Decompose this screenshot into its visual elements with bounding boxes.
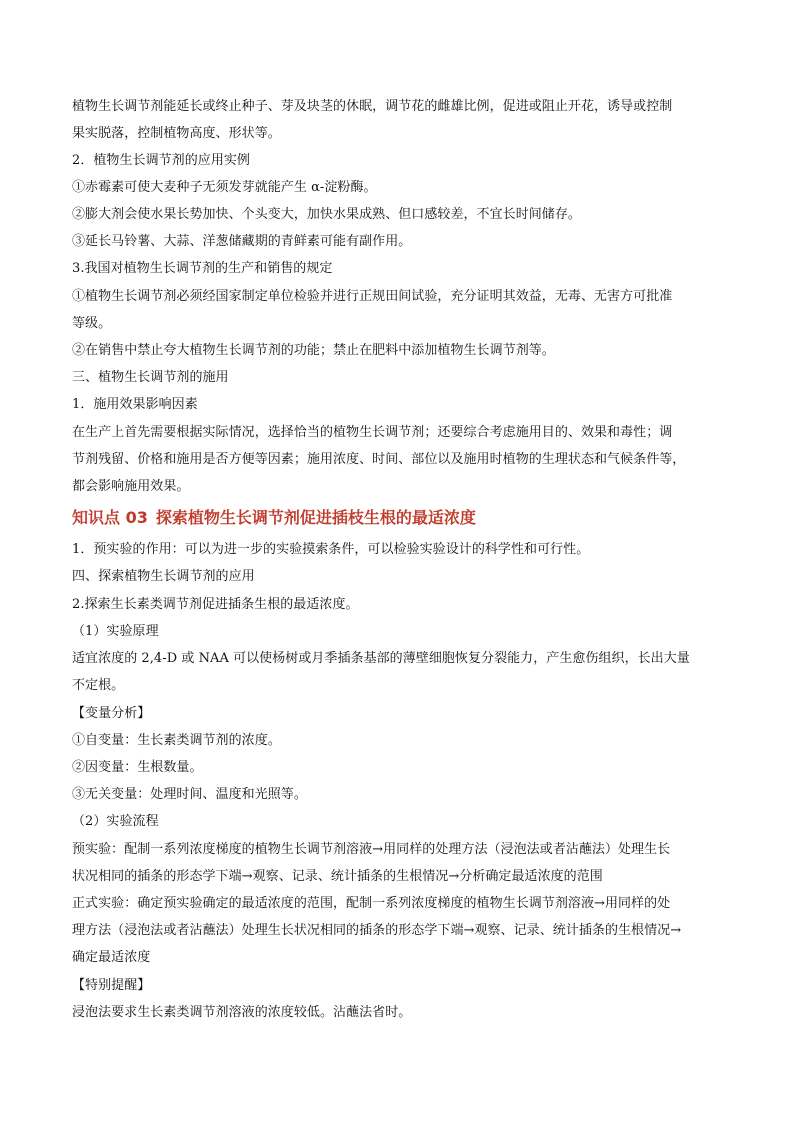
text-line: ②因变量：生根数量。 [72,760,203,775]
text-line: 【特别提醒】 [72,978,151,993]
text-line: 预实验：配制一系列浓度梯度的植物生长调节剂溶液→用同样的处理方法（浸泡法或者沾蘸法）处理生长 [72,842,671,857]
text-line: 1．施用效果影响因素 [72,397,198,412]
text-line: 正式实验：确定预实验确定的最适浓度的范围，配制一系列浓度梯度的植物生长调节剂溶液→用同样的处 [72,896,671,911]
heading-number: 知识点 03 [72,508,148,527]
section-title: 三、植物生长调节剂的施用 [72,370,229,385]
section-title: 四、探索植物生长调节剂的应用 [72,569,255,584]
text-line: ③延长马铃薯、大蒜、洋葱储藏期的青鲜素可能有副作用。 [72,234,412,249]
text-line: 果实脱落，控制植物高度、形状等。 [72,126,281,141]
text-line: 状况相同的插条的形态学下端→观察、记录、统计插条的生根情况→分析确定最适浓度的范围 [72,869,603,884]
text-line: 2．植物生长调节剂的应用实例 [72,153,250,168]
text-line: 理方法（浸泡法或者沾蘸法）处理生长状况相同的插条的形态学下端→观察、记录、统计插条的生根情况→ [72,923,682,938]
text-line: ②在销售中禁止夸大植物生长调节剂的功能；禁止在肥料中添加植物生长调节剂等。 [72,343,555,358]
text-line: 适宜浓度的 2,4-D 或 NAA 可以使杨树或月季插条基部的薄壁细胞恢复分裂能力，产生愈伤组织，长出大量 [72,651,690,666]
text-line: 3.我国对植物生长调节剂的生产和销售的规定 [72,261,333,276]
text-line: 都会影响施用效果。 [72,479,190,494]
text-line: ③无关变量：处理时间、温度和光照等。 [72,787,307,802]
text-line: 1．预实验的作用：可以为进一步的实验摸索条件，可以检验实验设计的科学性和可行性。 [72,542,590,557]
text-line: 在生产上首先需要根据实际情况，选择恰当的植物生长调节剂；还要综合考虑施用目的、效果和毒性；调 [72,425,673,440]
text-line: （1）实验原理 [72,624,159,639]
knowledge-point-heading [72,505,484,531]
text-line: 植物生长调节剂能延长或终止种子、芽及块茎的休眠，调节花的雌雄比例，促进或阻止开花，诱导或控制 [72,99,673,114]
text-line: 不定根。 [72,678,125,693]
text-line: 确定最适浓度 [72,950,151,965]
text-line: 节剂残留、价格和施用是否方便等因素；施用浓度、时间、部位以及施用时植物的生理状态和气候条件等， [72,452,686,467]
text-line: （2）实验流程 [72,814,159,829]
text-line: 浸泡法要求生长素类调节剂溶液的浓度较低。沾蘸法省时。 [72,1005,412,1020]
text-line: ②膨大剂会使水果长势加快、个头变大，加快水果成熟、但口感较差，不宜长时间储存。 [72,207,581,222]
heading-title: 探索植物生长调节剂促进插枝生根的最适浓度 [155,508,476,527]
text-line: ①赤霉素可使大麦种子无须发芽就能产生 α-淀粉酶。 [72,180,377,195]
text-line: ①自变量：生长素类调节剂的浓度。 [72,733,281,748]
text-line: 等级。 [72,316,112,331]
text-line: 【变量分析】 [72,706,151,721]
text-line: 2.探索生长素类调节剂促进插条生根的最适浓度。 [72,597,359,612]
text-line: ①植物生长调节剂必须经国家制定单位检验并进行正规田间试验，充分证明其效益，无毒、无害方可批准 [72,289,673,304]
